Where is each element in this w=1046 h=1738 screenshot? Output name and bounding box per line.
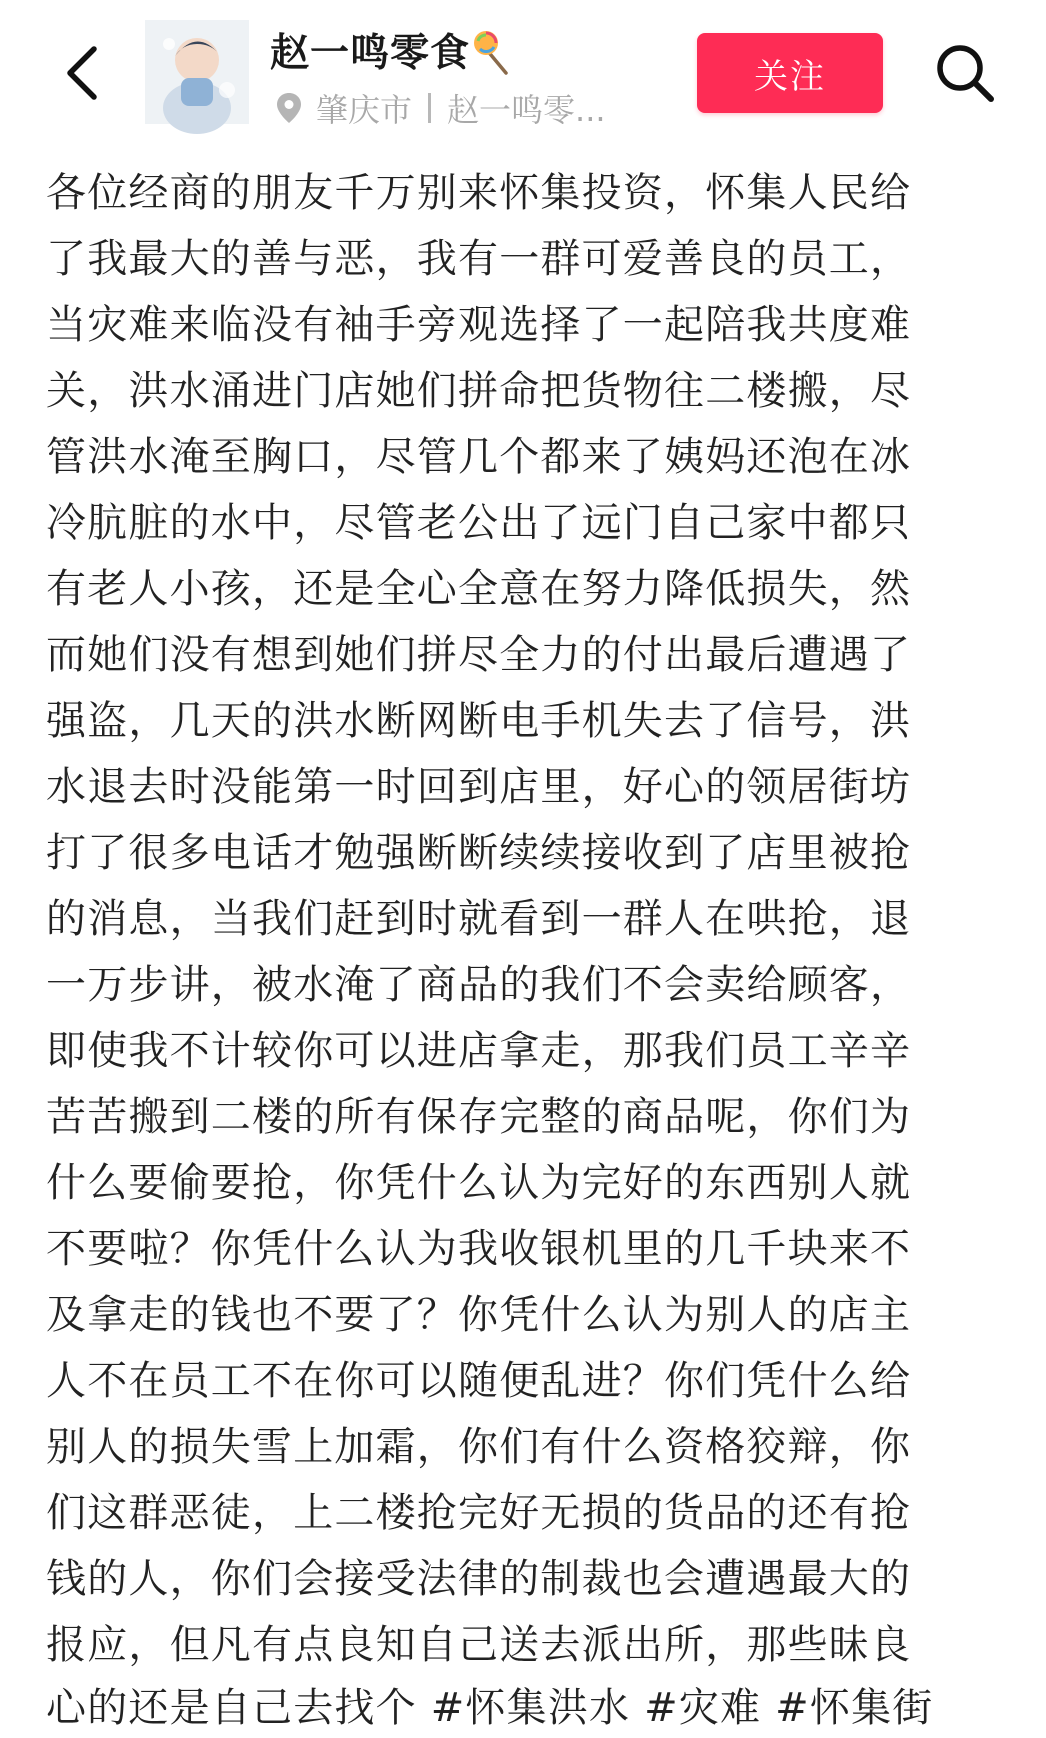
lollipop-icon <box>472 27 512 77</box>
post-text-line: 关，洪水涌进门店她们拼命把货物往二楼搬，尽 <box>46 368 912 414</box>
search-icon <box>934 42 996 104</box>
post-text-line: 管洪水淹至胸口，尽管几个都来了姨妈还泡在冰 <box>46 434 912 480</box>
avatar[interactable] <box>145 20 249 124</box>
post-text-line-cut: 心的还是自己去找个 #怀集洪水 #灾难 #怀集街 <box>46 1685 934 1731</box>
account-title-row <box>270 20 512 80</box>
search-button[interactable] <box>930 38 1000 108</box>
post-text-line: 们这群恶徒，上二楼抢完好无损的货品的还有抢 <box>46 1490 912 1536</box>
avatar-image <box>145 20 249 124</box>
post-text-line: 苦苦搬到二楼的所有保存完整的商品呢，你们为 <box>46 1094 912 1140</box>
post-text-line: 别人的损失雪上加霜，你们有什么资格狡辩，你 <box>46 1424 912 1470</box>
account-name[interactable]: 赵一鸣零食 <box>270 31 471 76</box>
follow-button[interactable]: 关注 <box>697 33 883 113</box>
post-text-line: 报应，但凡有点良知自己送去派出所，那些昧良 <box>46 1622 912 1668</box>
chevron-left-icon <box>62 43 102 103</box>
post-text-line: 一万步讲，被水淹了商品的我们不会卖给顾客， <box>46 962 912 1008</box>
location-pin-icon <box>276 92 302 124</box>
post-text-line: 当灾难来临没有袖手旁观选择了一起陪我共度难 <box>46 302 912 348</box>
post-text-line: 各位经商的朋友千万别来怀集投资，怀集人民给 <box>46 170 912 216</box>
post-text-line: 钱的人，你们会接受法律的制裁也会遭遇最大的 <box>46 1556 912 1602</box>
location-row <box>276 84 606 132</box>
post-text-line: 什么要偷要抢，你凭什么认为完好的东西别人就 <box>46 1160 912 1206</box>
post-text-line: 打了很多电话才勉强断断续续接收到了店里被抢 <box>46 830 912 876</box>
post-body <box>46 160 976 1731</box>
post-text-line: 强盗，几天的洪水断网断电手机失去了信号，洪 <box>46 698 912 744</box>
post-text-line: 有老人小孩，还是全心全意在努力降低损失，然 <box>46 566 912 612</box>
post-text-line: 人不在员工不在你可以随便乱进？你们凭什么给 <box>46 1358 912 1404</box>
post-text-line: 了我最大的善与恶，我有一群可爱善良的员工， <box>46 236 912 282</box>
profile-header <box>0 0 1046 140</box>
divider <box>428 93 431 123</box>
post-text-line: 不要啦？你凭什么认为我收银机里的几千块来不 <box>46 1226 912 1272</box>
store-name-label[interactable]: 赵一鸣零... <box>447 91 606 129</box>
back-button[interactable] <box>52 38 112 108</box>
post-text-line: 的消息，当我们赶到时就看到一群人在哄抢，退 <box>46 896 912 942</box>
post-text-line: 冷肮脏的水中，尽管老公出了远门自己家中都只 <box>46 500 912 546</box>
post-text-line: 即使我不计较你可以进店拿走，那我们员工辛辛 <box>46 1028 912 1074</box>
location-label[interactable]: 肇庆市 <box>316 91 413 129</box>
post-text-line: 及拿走的钱也不要了？你凭什么认为别人的店主 <box>46 1292 912 1338</box>
post-text-line: 水退去时没能第一时回到店里，好心的领居街坊 <box>46 764 912 810</box>
post-text-line: 而她们没有想到她们拼尽全力的付出最后遭遇了 <box>46 632 912 678</box>
